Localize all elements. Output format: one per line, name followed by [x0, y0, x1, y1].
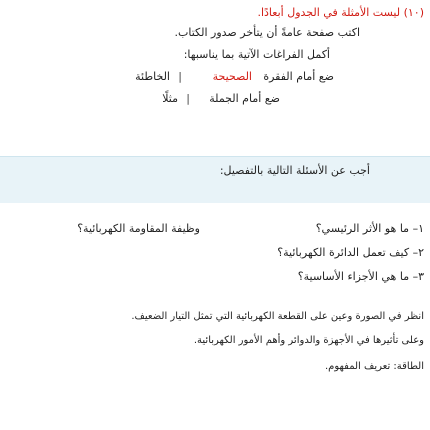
line-4-separator: | [178, 70, 182, 83]
line-5-text-a: ضع أمام الجملة [209, 92, 280, 105]
line-2-text: اكتب صفحة عامةً أن يتأخر صدور الكتاب. [174, 26, 360, 39]
band-title: أجب عن الأسئلة التالية بالتفصيل: [219, 164, 370, 177]
line-3-text: أكمل الفراغات الآتية بما يناسبها: [183, 48, 330, 61]
line-4-text-a: ضع أمام الفقرة [263, 70, 334, 83]
line-5-separator: | [186, 92, 190, 105]
list-item-3: ٣– ما هي الأجزاء الأساسية؟ [297, 270, 424, 283]
lower-text-1: انظر في الصورة وعين على القطعة الكهربائية التي تمثل التيار الضعيف. [131, 311, 424, 322]
line-5-text-b: مثلًا [162, 92, 178, 105]
list-item-left: وظيفة المقاومة الكهربائية؟ [77, 222, 200, 235]
list-item-1: ١– ما هو الأثر الرئيسي؟ [315, 222, 424, 235]
lower-text-3: الطاقة: تعريف المفهوم. [324, 361, 424, 372]
line-4-text-b: الصحيحة [212, 70, 252, 83]
red-heading: (١٠) ليست الأمثلة في الجدول أبعادًا. [257, 6, 424, 19]
line-4-text-c: الخاطئة [135, 70, 170, 83]
list-item-2: ٢– كيف تعمل الدائرة الكهربائية؟ [277, 246, 424, 259]
lower-text-2: وعلى تأثيرها في الأجهزة والدوائر وأهم الأمور الكهربائية. [193, 335, 424, 346]
